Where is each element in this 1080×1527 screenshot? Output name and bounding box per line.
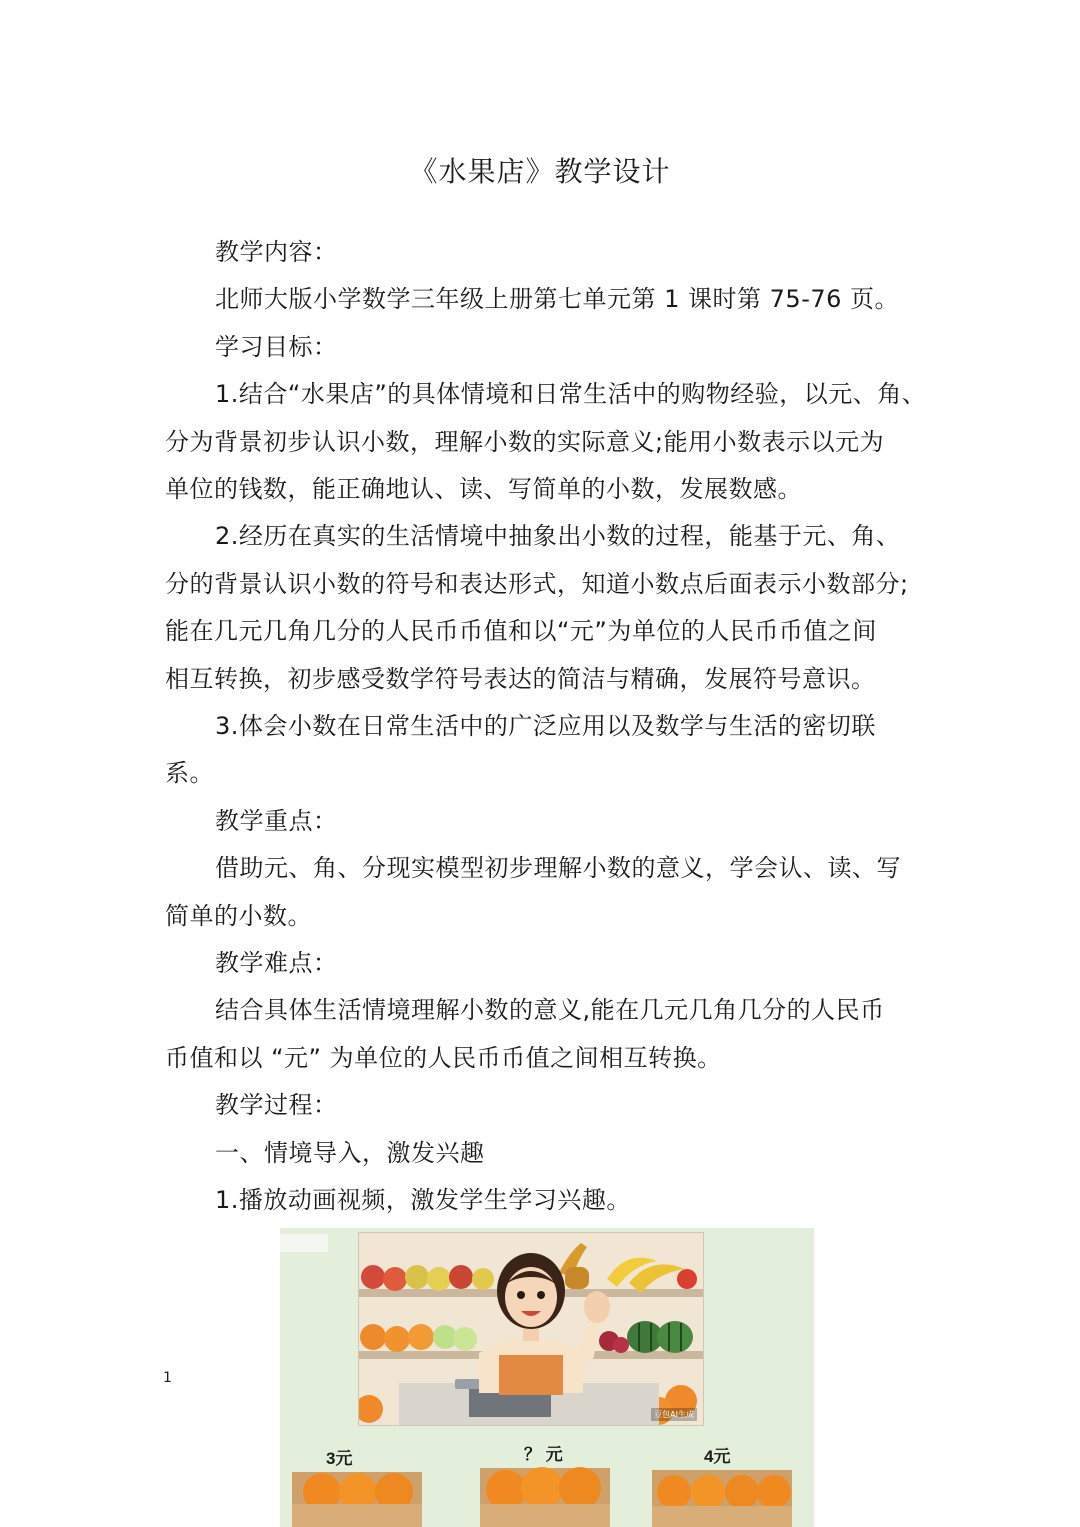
text-line: 系。 [165,759,214,787]
shopkeeper-scene [358,1232,704,1426]
text-line: 1.结合“水果店”的具体情境和日常生活中的购物经验，以元、角、 [215,380,927,408]
page-number: 1 [163,1370,172,1386]
crate-2 [480,1467,610,1527]
text-line: 一、情境导入，激发兴趣 [215,1139,485,1167]
text-line: 币值和以 “元” 为单位的人民币币值之间相互转换。 [165,1044,722,1072]
text-line: 简单的小数。 [165,902,312,930]
text-line: 分的背景认识小数的符号和表达形式，知道小数点后面表示小数部分; [165,570,909,598]
document-title: 《水果店》教学设计 [409,155,671,188]
crate-1-price: 3元 [326,1449,353,1468]
ai-generated-mark: 豆包AI生成 [651,1408,697,1421]
text-line: 教学重点： [215,807,338,835]
text-line: 教学难点： [215,949,338,977]
text-line: 能在几元几角几分的人民币币值和以“元”为单位的人民币币值之间 [165,617,877,645]
text-line: 3.体会小数在日常生活中的广泛应用以及数学与生活的密切联 [215,712,876,740]
text-line: 2.经历在真实的生活情境中抽象出小数的过程，能基于元、角、 [215,522,901,550]
fruit-shop-illustration [280,1228,814,1527]
text-line: 分为背景初步认识小数，理解小数的实际意义;能用小数表示以元为 [165,428,885,456]
text-line: 学习目标： [215,333,338,361]
text-line: 北师大版小学数学三年级上册第七单元第 1 课时第 75-76 页。 [215,285,900,313]
shopkeeper-drawing [359,1233,703,1425]
crate-3-price: 4元 [704,1447,731,1466]
text-line: 教学过程： [215,1091,338,1119]
orange-crates [280,1464,814,1527]
text-line: 结合具体生活情境理解小数的意义,能在几元几角几分的人民币 [215,996,885,1024]
image-corner-mark [280,1234,328,1252]
text-line: 借助元、角、分现实模型初步理解小数的意义，学会认、读、写 [215,854,901,882]
text-line: 单位的钱数，能正确地认、读、写简单的小数，发展数感。 [165,475,802,503]
crate-1 [292,1472,422,1527]
text-line: 1.播放动画视频，激发学生学习兴趣。 [215,1186,631,1214]
crate-3 [652,1470,792,1527]
text-line: 相互转换，初步感受数学符号表达的简洁与精确，发展符号意识。 [165,665,876,693]
text-line: 教学内容： [215,238,338,266]
crate-2-price: ？ 元 [524,1445,563,1464]
